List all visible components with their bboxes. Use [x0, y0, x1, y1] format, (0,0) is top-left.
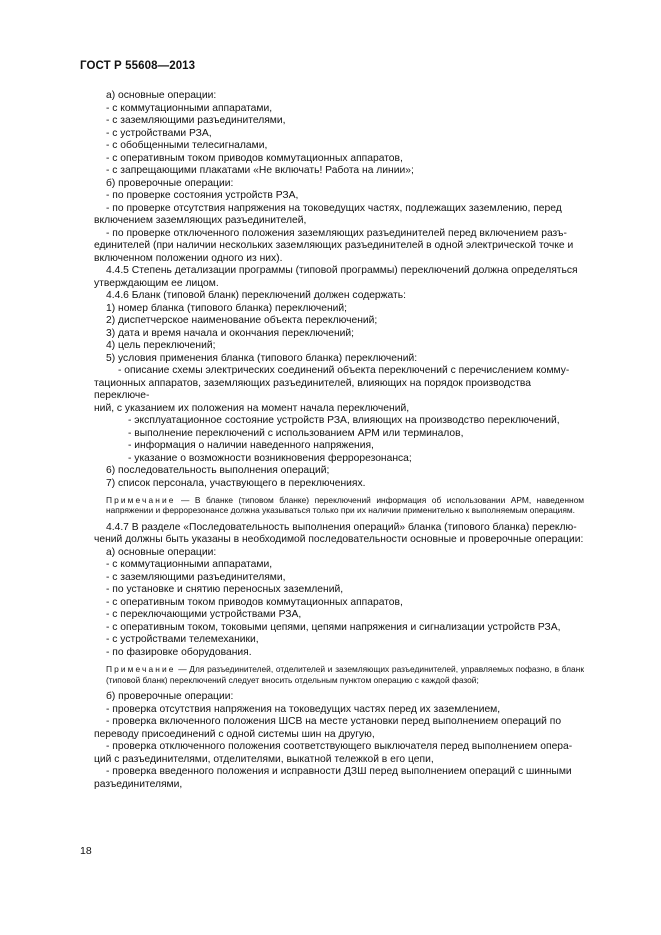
text-line: - указание о возможности возникновения феррорезонанса; — [128, 452, 412, 464]
text-line: - по установке и снятию переносных заземлений, — [106, 584, 344, 596]
text-line: - проверка включенного положения ШСВ на месте установки перед выполнением операций по — [106, 716, 562, 728]
note-text: — Для разъединителей, отделителей и заземляющих разъединителей, управляемых пофазно, в бланк (типовой бланк) переключений следует вносить отдельным пунктом операцию с каждой фазой; — [106, 664, 584, 685]
text-line: переводу присоединений с одной системы шин на другую, — [94, 728, 375, 740]
text-line: включенном положении одного из них). — [94, 252, 283, 264]
text-line: - эксплуатационное состояние устройств РЗА, влияющих на производство переключений, — [128, 415, 560, 426]
text-line: 4.4.5 Степень детализации программы (типовой программы) переключений должна определяться — [106, 265, 578, 276]
text-line: чений должны быть указаны в необходимой последовательности основные и проверочные операции: — [94, 534, 584, 546]
text-line: - с заземляющими разъединителями, — [106, 571, 286, 583]
text-line: - описание схемы электрических соединений объекта переключений с перечислением комму- — [118, 365, 570, 376]
text-line: 4) цель переключений; — [106, 340, 216, 351]
text-line: 5) условия применения бланка (типового бланка) переключений: — [106, 352, 418, 364]
text-line: - по проверке отключенного положения заземляющих разъединителей перед включением разъ- — [106, 227, 567, 239]
document-header: ГОСТ Р 55608—2013 — [80, 60, 196, 72]
note-label: Примечание — [106, 664, 176, 675]
text-line: - по проверке состояния устройств РЗА, — [106, 190, 299, 201]
text-line: - по фазировке оборудования. — [106, 646, 252, 658]
text-line: - с заземляющими разъединителями, — [106, 115, 286, 126]
note-label: Примечание — [106, 495, 176, 505]
text-line: - с оперативным током, токовыми цепями, цепями напряжения и сигнализации устройств РЗА, — [106, 621, 561, 633]
text-line: - с устройствами телемеханики, — [106, 634, 259, 646]
text-line: утверждающим ее лицом. — [94, 277, 219, 289]
text-line: тационных аппаратов, заземляющих разъединителей, влияющих на порядок производства переключе- — [94, 377, 531, 401]
text-line: 7) список персонала, участвующего в переключениях. — [106, 477, 366, 489]
text-line: - с оперативным током приводов коммутационных аппаратов, — [106, 152, 403, 164]
text-line: - с оперативным током приводов коммутационных аппаратов, — [106, 596, 403, 608]
text-line: 6) последовательность выполнения операций; — [106, 465, 330, 476]
note-text: — В бланке (типовом бланке) переключений информация об использовании АРМ, наведенном напряжении и феррорезонансе должна указываться только при их наличии применительно к выполняемым операциям. — [106, 495, 584, 516]
document-body — [94, 90, 584, 791]
text-line: 4.4.7 В разделе «Последовательность выполнения операций» бланка (типового бланка) переклю- — [106, 521, 577, 533]
note-paragraph — [94, 495, 584, 516]
text-line: б) проверочные операции: — [106, 177, 234, 189]
text-line: единителей (при наличии нескольких заземляющих разъединителей в одной электрической точке и — [94, 240, 574, 251]
text-line: - с обобщенными телесигналами, — [106, 140, 268, 151]
text-line: включением заземляющих разъединителей, — [94, 215, 307, 226]
text-line: ний, с указанием их положения на момент начала переключений, — [94, 402, 410, 414]
text-line: 2) диспетчерское наименование объекта переключений; — [106, 315, 378, 326]
text-line: 1) номер бланка (типового бланка) переключений; — [106, 302, 348, 314]
text-line: - проверка введенного положения и исправности ДЗШ перед выполнением операций с шинными — [106, 766, 572, 778]
text-line: ций с разъединителями, отделителями, выкатной тележкой в его цепи, — [94, 753, 434, 765]
text-line: - с переключающими устройствами РЗА, — [106, 609, 302, 621]
text-line: 4.4.6 Бланк (типовой бланк) переключений должен содержать: — [106, 290, 406, 301]
text-line: - выполнение переключений с использованием АРМ или терминалов, — [128, 427, 464, 439]
text-line: - по проверке отсутствия напряжения на токоведущих частях, подлежащих заземлению, перед — [106, 202, 562, 214]
text-line: - с устройствами РЗА, — [106, 127, 212, 139]
page-number: 18 — [80, 845, 92, 857]
text-line: - проверка отключенного положения соответствующего выключателя перед выполнением опера- — [106, 741, 573, 753]
text-line: - информация о наличии наведенного напряжения, — [128, 440, 374, 451]
text-line: а) основные операции: — [106, 90, 217, 101]
text-line: а) основные операции: — [106, 546, 217, 558]
text-line: - с коммутационными аппаратами, — [106, 102, 273, 114]
text-line: разъединителями, — [94, 778, 183, 790]
note-paragraph — [94, 664, 584, 685]
text-line: 3) дата и время начала и окончания переключений; — [106, 327, 354, 339]
text-line: б) проверочные операции: — [106, 691, 234, 703]
text-line: - с коммутационными аппаратами, — [106, 559, 273, 571]
text-line: - проверка отсутствия напряжения на токоведущих частях перед их заземлением, — [106, 703, 501, 715]
text-line: - с запрещающими плакатами «Не включать! Работа на линии»; — [106, 165, 414, 176]
